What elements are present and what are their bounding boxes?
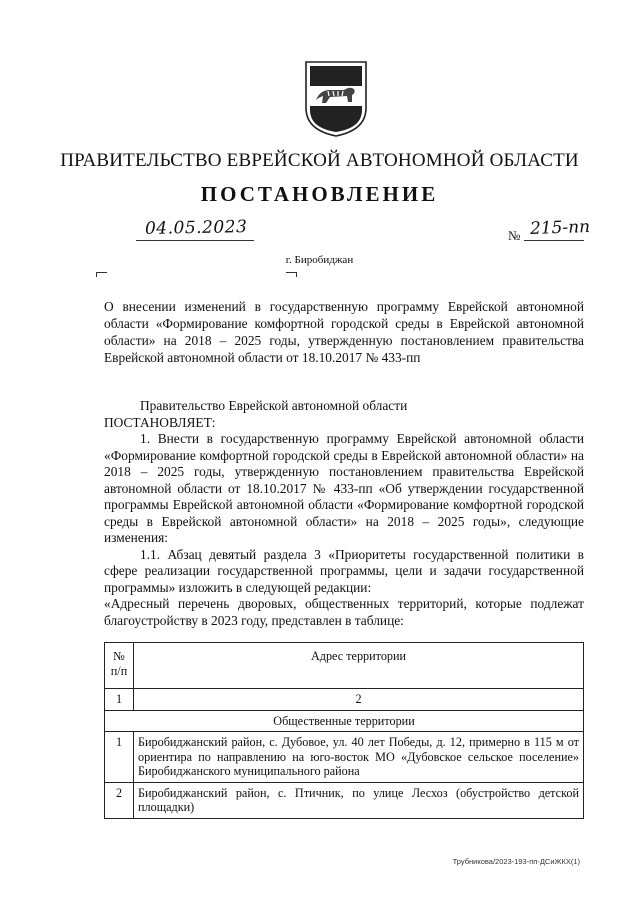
document-subject: О внесении изменений в государственную программу Еврейской автономной области «Формирование комфортной городской среды в Еврейской автономной области» на 2018 – 2025 годы, утвержденную постановлением правительства Еврейской автономной области от 18.10.2017 № 433-пп — [104, 299, 584, 365]
number-sign: № — [508, 228, 521, 243]
row-num-cell: 2 — [105, 782, 134, 818]
body-paragraph-1-1: 1.1. Абзац девятый раздела 3 «Приоритеты государственной политики в сфере реализации государственной программы, цели и задачи государственной программы» изложить в следующей редакции: — [104, 546, 584, 595]
body-intro: Правительство Еврейской автономной области — [140, 398, 408, 413]
row-address-cell: Биробиджанский район, с. Дубовое, ул. 40 лет Победы, д. 12, примерно в 115 м от ориентира по направлению на юго-восток МО «Дубовское сельское поселение» Биробиджанского муниципального района — [134, 732, 584, 783]
number-underline — [524, 240, 584, 241]
footer-document-code: Трубникова/2023-193-пп-ДСиЖКХ(1) — [452, 857, 580, 866]
table-row — [105, 732, 584, 783]
document-date: 04.05.2023 — [144, 217, 248, 239]
header-num-cell: № п/п — [105, 643, 134, 689]
section-title-cell: Общественные территории — [105, 710, 584, 732]
row-address-cell: Биробиджанский район, с. Птичник, по улице Лесхоз (обустройство детской площадки) — [134, 782, 584, 818]
index-address-cell: 2 — [134, 689, 584, 711]
header-address-cell: Адрес территории — [134, 643, 584, 689]
table-header-row — [105, 643, 584, 689]
table-row — [105, 782, 584, 818]
table-index-row — [105, 689, 584, 711]
document-number: 215-пп — [529, 216, 591, 240]
body-decree: ПОСТАНОВЛЯЕТ: — [104, 414, 216, 430]
government-title: ПРАВИТЕЛЬСТВО ЕВРЕЙСКОЙ АВТОНОМНОЙ ОБЛАСТИ — [60, 150, 579, 171]
body-quote-paragraph: «Адресный перечень дворовых, общественных территорий, которые подлежат благоустройству в 2023 году, представлен в таблице: — [104, 596, 584, 628]
index-num-cell: 1 — [105, 689, 134, 711]
address-table — [104, 642, 584, 819]
row-num-cell: 1 — [105, 732, 134, 783]
document-body — [104, 398, 584, 629]
document-type-title: ПОСТАНОВЛЕНИЕ — [200, 182, 439, 206]
table-section-row — [105, 710, 584, 732]
city-label: г. Биробиджан — [285, 254, 354, 266]
corner-mark-right — [286, 272, 297, 277]
corner-mark-left — [96, 272, 107, 277]
body-paragraph-1: 1. Внести в государственную программу Еврейской автономной области «Формирование комфортной городской среды в Еврейской автономной области» на 2018 – 2025 годы, утвержденную постановлением правительства Еврейской автономной области от 18.10.2017 № 433-пп «Об утверждении государственной программы Еврейской автономной области «Формирование комфортной городской среды в Еврейской автономной области» на 2018 – 2025 годы», следующие изменения: — [104, 431, 584, 545]
date-underline — [136, 240, 254, 241]
coat-of-arms-emblem-icon — [300, 56, 372, 140]
